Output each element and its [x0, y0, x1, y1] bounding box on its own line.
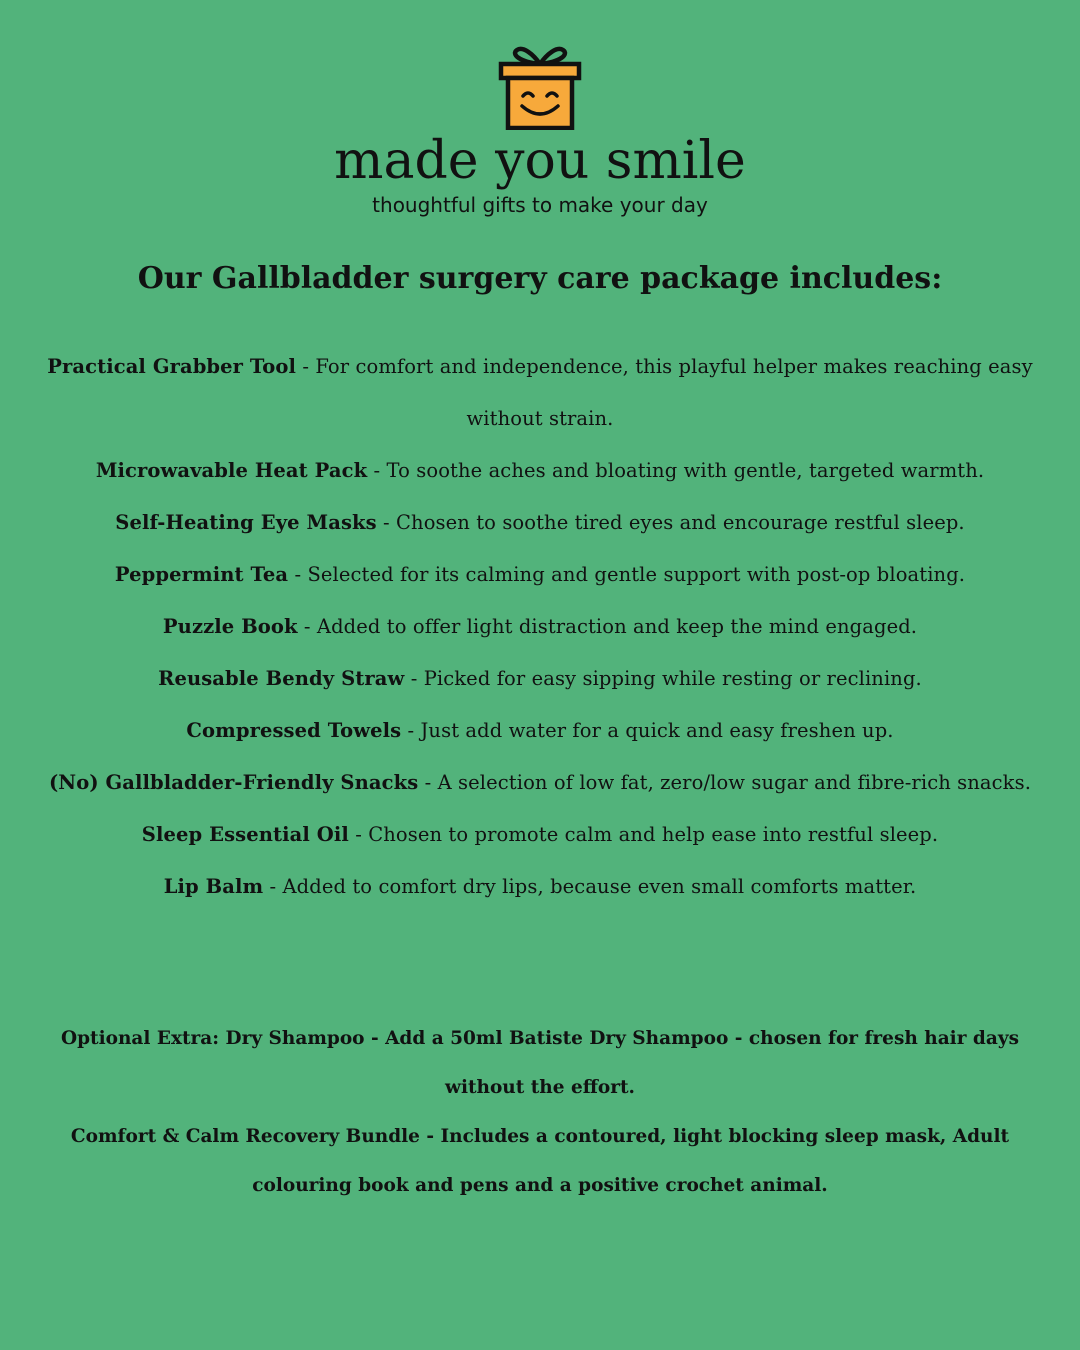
- list-item: [30, 549, 1050, 601]
- item-description: To soothe aches and bloating with gentle, targeted warmth.: [386, 459, 985, 482]
- item-name: Reusable Bendy Straw: [158, 667, 405, 690]
- item-separator: -: [401, 719, 421, 742]
- item-description: Picked for easy sipping while resting or reclining.: [423, 667, 922, 690]
- list-item: [30, 809, 1050, 861]
- list-item: [30, 601, 1050, 653]
- item-name: Compressed Towels: [186, 719, 402, 742]
- extra-item: Comfort & Calm Recovery Bundle - Includes a contoured, light blocking sleep mask, Adult colouring book and pens and a positive crochet animal.: [70, 1126, 1010, 1196]
- list-item: [30, 757, 1050, 809]
- item-separator: -: [263, 875, 283, 898]
- item-separator: -: [296, 355, 316, 378]
- item-separator: -: [367, 459, 387, 482]
- smiling-gift-box-icon: [497, 42, 583, 130]
- item-name: Sleep Essential Oil: [141, 823, 349, 846]
- item-description: Added to offer light distraction and keep the mind engaged.: [316, 615, 918, 638]
- item-name: Peppermint Tea: [114, 563, 289, 586]
- extra-item: Optional Extra: Dry Shampoo - Add a 50ml Batiste Dry Shampoo - chosen for fresh hair days without the effort.: [61, 1028, 1019, 1098]
- item-separator: -: [297, 615, 317, 638]
- item-description: Just add water for a quick and easy freshen up.: [420, 719, 894, 742]
- item-name: Puzzle Book: [162, 615, 298, 638]
- brand-tagline: thoughtful gifts to make your day: [372, 193, 708, 217]
- item-name: Lip Balm: [163, 875, 264, 898]
- list-item: [30, 705, 1050, 757]
- list-item: [30, 861, 1050, 913]
- item-description: Chosen to soothe tired eyes and encourage restful sleep.: [396, 511, 965, 534]
- brand-logo: [0, 42, 1080, 218]
- list-item: [30, 653, 1050, 705]
- item-name: (No) Gallbladder-Friendly Snacks: [48, 771, 419, 794]
- page-title: Our Gallbladder surgery care package includes:: [137, 261, 943, 296]
- item-description: Selected for its calming and gentle support with post-op bloating.: [307, 563, 966, 586]
- item-separator: -: [404, 667, 424, 690]
- item-separator: -: [288, 563, 308, 586]
- item-name: Practical Grabber Tool: [47, 355, 297, 378]
- brand-name: made you smile: [334, 131, 746, 191]
- list-item: [30, 497, 1050, 549]
- item-description: Added to comfort dry lips, because even small comforts matter.: [282, 875, 917, 898]
- optional-extras: [30, 1014, 1050, 1210]
- item-name: Microwavable Heat Pack: [95, 459, 368, 482]
- package-items-list: [30, 341, 1050, 913]
- item-separator: -: [348, 823, 369, 846]
- item-description: A selection of low fat, zero/low sugar and fibre-rich snacks.: [437, 771, 1032, 794]
- item-description: For comfort and independence, this playful helper makes reaching easy without strain.: [315, 355, 1033, 430]
- list-item: [30, 445, 1050, 497]
- item-name: Self-Heating Eye Masks: [115, 511, 377, 534]
- item-description: Chosen to promote calm and help ease into restful sleep.: [368, 823, 939, 846]
- item-separator: -: [376, 511, 397, 534]
- list-item: [30, 341, 1050, 445]
- item-separator: -: [418, 771, 438, 794]
